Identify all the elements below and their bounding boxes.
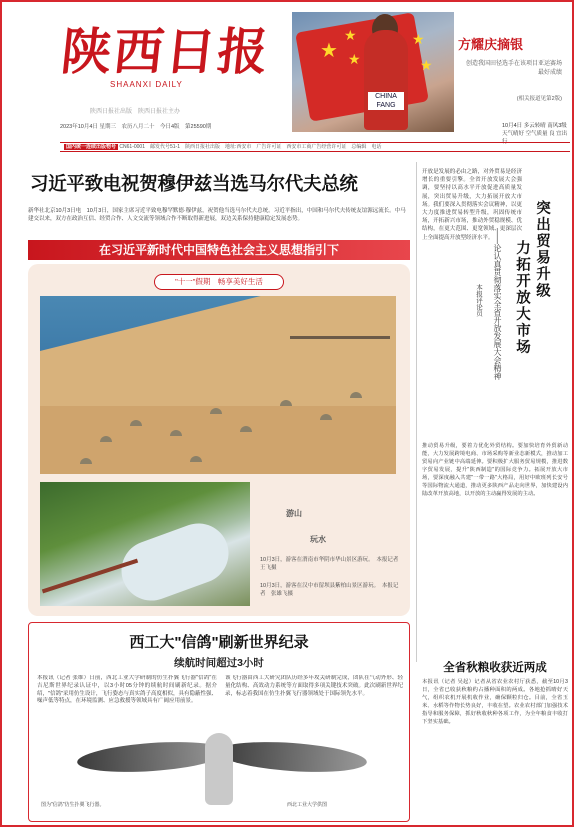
slogan-mountain-text: 游山 <box>286 508 302 518</box>
commentary-author: 本报评论员 <box>475 284 482 317</box>
commentary-title-2[interactable]: 力拓开放大市场 <box>514 240 530 356</box>
athlete-figure <box>364 30 408 130</box>
umbrella-icon <box>100 436 112 442</box>
feature-tag: "十一"假期 畅享美好生活 <box>154 274 284 290</box>
bib-country: CHINA <box>375 93 397 100</box>
story-body-left: 本报讯（记者 张维）日前，西北工业大学研制的仿生扑翼飞行器"信鸽"在吉尼斯世界纪录认证中，以3小时05分钟的续航时间刷新纪录。据介绍，"信鸽"采用仿生设计，飞行姿态与真实鸽子高度相似，具有隐蔽性强、噪声低等特点，在环境监测、应急救援等领域具有广阔应用前景。 <box>37 675 217 705</box>
umbrella-icon <box>320 414 332 420</box>
photo-caption-1: 10月3日，游客在渭南市华阴市华山景区游玩。 本报记者 王飞摄 <box>260 557 404 571</box>
grain-headline[interactable]: 全省秋粮收获近两成 <box>443 662 547 674</box>
story-title[interactable]: 西工大"信鸽"刷新世界纪录 <box>129 634 309 651</box>
photo-caption-2: 10月3日，游客在汉中市留坝县紫柏山景区游玩。 本报记者 张雄飞摄 <box>260 583 399 597</box>
umbrella-icon <box>280 400 292 406</box>
umbrella-icon <box>210 408 222 414</box>
top-promo[interactable] <box>292 12 570 145</box>
star-icon: ★ <box>320 38 338 62</box>
star-icon: ★ <box>412 32 425 48</box>
athlete-bib <box>368 92 404 110</box>
strip-badge: 国内统一连续出版物号 <box>66 144 117 150</box>
umbrella-icon <box>240 426 252 432</box>
headline-lead: 新华社北京10月3日电 10月3日，国家主席习近平致电穆罕默德·穆伊兹，祝贺他当选马尔代夫总统。习近平指出，中国和马尔代夫传统友谊源远流长。中马建交以来，双方在政治互信、经贸合作、人文交流等领域合作不断取得新进展，双边关系保持健康稳定发展态势。 <box>28 208 406 222</box>
commentary-continued: 推动贸易升级，要着力优化外贸结构。要加快培育外贸新动能，大力发展跨境电商、市场采购等新业态新模式，推动加工贸易向产业链中高端延伸。要积极扩大服务贸易规模，推进数字贸易发展，提升"陕西制造"的国际竞争力。拓展开放大市场，要深度融入共建"一带一路"大格局，用好中欧班列长安号等国际物流大通道，推动更多陕西产品走向世界，加快建设内陆改革开放高地，以开放的主动赢得发展的主动。 <box>422 443 568 497</box>
theme-banner: 在习近平新时代中国特色社会主义思想指引下 <box>28 240 410 260</box>
promo-text: 创造我国田径选手在该项目亚运赛场最好成绩 <box>465 61 562 76</box>
slogan-mountain <box>286 502 302 520</box>
holiday-feature <box>28 264 410 616</box>
bird-caption: 图为"信鸽"仿生扑翼飞行器。 <box>41 802 105 808</box>
star-icon: ★ <box>344 28 357 44</box>
promo-photo <box>292 12 454 132</box>
logo-subtitle: 陕西日报社出版 陕西日报社主办 <box>90 109 181 115</box>
bird-wing-right <box>216 738 368 776</box>
umbrella-icon <box>80 458 92 464</box>
grain-body: 本报讯（记者 吴起）记者从省农业农村厅获悉，截至10月3日，全省已收获秋粮约占播种面积的两成。各地抢抓晴好天气，组织农机开展机收作业，确保颗粒归仓。目前，全省玉米、水稻等作物长势良好，丰收在望。农业农村部门加强技术指导和服务保障，抓好秋收秋种各项工作，为全年粮食丰收打下坚实基础。 <box>422 679 568 725</box>
umbrella-icon <box>130 420 142 426</box>
strip-text: CN61-0001 邮发代号51-1 陕西日报社出版 地址:西安市 广告许可证 西安市工商广告经营许可证 总编辑 电话 <box>119 144 382 150</box>
issue-info: 星期三 农历八月二十 今日4版 第25590期 <box>99 124 212 130</box>
main-headline[interactable]: 习近平致电祝贺穆伊兹当选马尔代夫总统 <box>30 173 358 194</box>
logo-english: SHAANXI DAILY <box>110 80 183 89</box>
column-divider <box>416 162 417 662</box>
promo-title[interactable]: 方耀庆摘银 <box>458 37 524 52</box>
waterfall-photo <box>40 482 250 606</box>
umbrella-icon <box>170 430 182 436</box>
bird-photo <box>37 713 403 809</box>
pier <box>290 336 390 339</box>
slogan-water <box>310 528 326 546</box>
bib-name: FANG <box>376 102 396 109</box>
weather-box: 10月4日 多云转晴 南风3级 天气晴好 空气质量 良 宜出行 <box>502 123 568 145</box>
bird-credit: 西北工业大学供图 <box>287 802 328 808</box>
dateline <box>60 122 290 130</box>
commentary-subtitle: ——论认真贯彻落实全省开放发展大会精神 <box>493 228 502 380</box>
masthead <box>10 8 290 136</box>
bird-story <box>28 622 410 822</box>
promo-reference[interactable]: (相关报道见第2版) <box>516 96 562 102</box>
beach-photo <box>40 296 396 474</box>
issue-date: 2023年10月4日 <box>60 124 98 130</box>
info-strip <box>60 142 570 152</box>
umbrella-icon <box>190 456 202 462</box>
commentary-body: 开放是发展的必由之路，对外贸易是经济增长的重要引擎。全省开放发展大会强调，要坚持以高水平开放促进高质量发展，突出贸易升级，大力拓展开放大市场。我们要深入贯彻落实会议精神，以更大力度推进贸易转型升级，巩固传统市场，开拓新兴市场，推动外贸稳规模、优结构，在更大范围、更宽领域、更深层次上全面提高开放型经济水平。 <box>422 169 522 241</box>
sand-area <box>40 406 396 474</box>
star-icon: ★ <box>420 58 433 74</box>
story-body-right: 该飞行器由西工大研究团队历经多年攻关研制完成，团队在气动外形、轻量化结构、高效动力系统等方面取得多项关键技术突破。此次刷新世界纪录，标志着我国在仿生扑翼飞行器领域处于国际领先水平。 <box>225 675 403 697</box>
commentary-title-1[interactable]: 突出贸易升级 <box>534 200 550 299</box>
flag-image <box>295 12 429 121</box>
star-icon: ★ <box>348 52 361 68</box>
logo-title: 陕西日报 <box>58 22 273 81</box>
bird-body <box>205 733 233 805</box>
slogan-water-text: 玩水 <box>310 534 326 544</box>
umbrella-icon <box>350 392 362 398</box>
story-subtitle: 续航时间超过3小时 <box>174 657 264 669</box>
